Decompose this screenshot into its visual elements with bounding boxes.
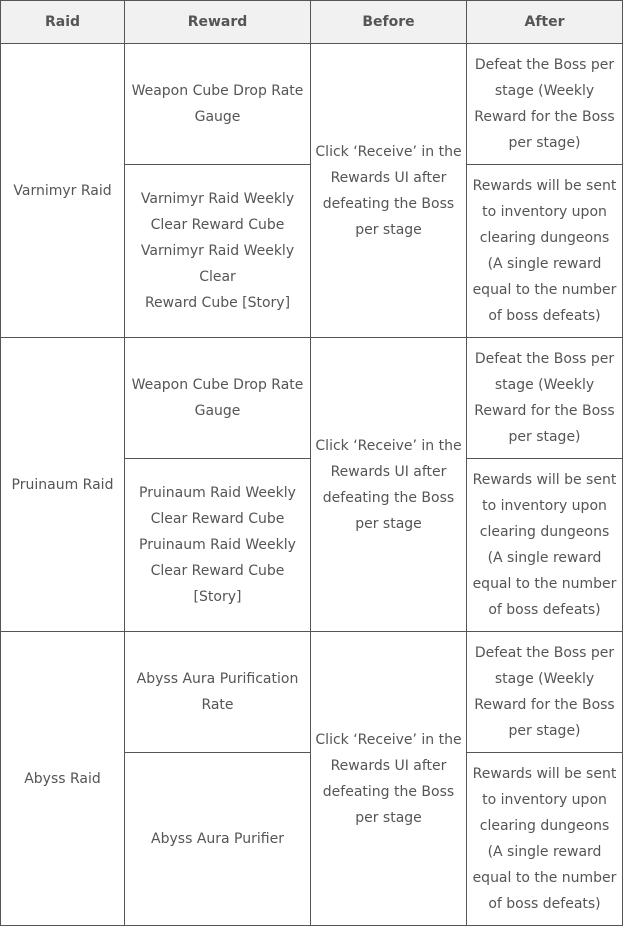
before-cell: Click ‘Receive’ in the Rewards UI after defeating the Boss per stage (311, 44, 467, 338)
reward-cell (125, 165, 311, 338)
reward-line: Varnimyr Raid Weekly Clear (140, 243, 295, 285)
header-reward: Reward (125, 1, 311, 44)
reward-cell: Abyss Aura Purification Rate (125, 632, 311, 753)
reward-cell: Weapon Cube Drop Rate Gauge (125, 338, 311, 459)
after-cell: Defeat the Boss per stage (Weekly Reward for the Boss per stage) (467, 44, 623, 165)
reward-cell: Weapon Cube Drop Rate Gauge (125, 44, 311, 165)
raid-name-cell: Varnimyr Raid (1, 44, 125, 338)
after-cell: Defeat the Boss per stage (Weekly Reward for the Boss per stage) (467, 338, 623, 459)
before-cell: Click ‘Receive’ in the Rewards UI after defeating the Boss per stage (311, 338, 467, 632)
after-cell: Rewards will be sent to inventory upon clearing dungeons (A single reward equal to the number of boss defeats) (467, 753, 623, 926)
reward-cell (125, 459, 311, 632)
after-cell: Defeat the Boss per stage (Weekly Reward for the Boss per stage) (467, 632, 623, 753)
header-after: After (467, 1, 623, 44)
raid-name-cell: Abyss Raid (1, 632, 125, 926)
header-raid: Raid (1, 1, 125, 44)
header-row (1, 1, 623, 44)
reward-line: Varnimyr Raid Weekly Clear Reward Cube (140, 191, 295, 233)
table-row (1, 632, 623, 753)
header-before: Before (311, 1, 467, 44)
after-cell: Rewards will be sent to inventory upon clearing dungeons (A single reward equal to the number of boss defeats) (467, 459, 623, 632)
table-row (1, 338, 623, 459)
raid-name-cell: Pruinaum Raid (1, 338, 125, 632)
after-cell: Rewards will be sent to inventory upon clearing dungeons (A single reward equal to the number of boss defeats) (467, 165, 623, 338)
reward-line: Pruinaum Raid Weekly Clear Reward Cube [Story] (139, 537, 296, 605)
before-cell: Click ‘Receive’ in the Rewards UI after defeating the Boss per stage (311, 632, 467, 926)
reward-line: Reward Cube [Story] (144, 295, 291, 311)
reward-cell: Abyss Aura Purifier (125, 753, 311, 926)
reward-line: Pruinaum Raid Weekly Clear Reward Cube (139, 485, 296, 527)
table-row (1, 44, 623, 165)
